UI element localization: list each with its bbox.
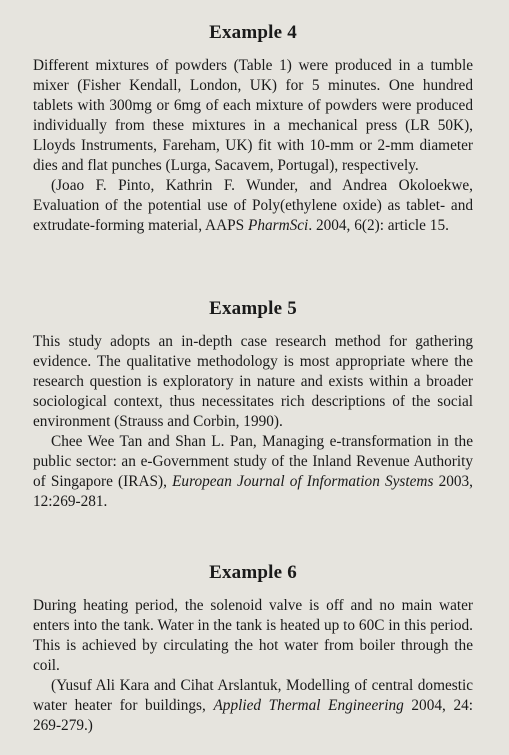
example-5-section xyxy=(33,298,473,512)
example-6-citation-pre: (Yusuf Ali Kara and Cihat Arslantuk, Modelling of central domestic water heater for buildings, xyxy=(33,677,473,714)
example-5-title: Example 5 xyxy=(209,298,297,319)
example-5-citation-post: 2003, 12:269-281. xyxy=(33,473,474,510)
example-6-citation-journal: Applied Thermal Engineering xyxy=(213,697,404,714)
example-4-title: Example 4 xyxy=(209,22,297,43)
example-4-body: Different mixtures of powders (Table 1) were produced in a tumble mixer (Fisher Kendall, London, UK) for 5 minutes. One hundred tablets with 300mg or 6mg of each mixture of powders were produced individually from these mixtures in a mechanical press (LR 50K), Lloyds Instruments, Fareham, UK) fit with 10-mm or 2-mm diameter dies and flat punches (Lurga, Sacavem, Portugal), respectively. xyxy=(33,57,473,174)
example-6-body: During heating period, the solenoid valve is off and no main water enters into the tank. Water in the tank is heated up to 60C in this period. This is achieved by circulating the hot water from boiler through the coil. xyxy=(33,597,473,674)
example-6-citation-post: 2004, 24: 269-279.) xyxy=(33,697,473,734)
example-4-citation-post: . 2004, 6(2): article 15. xyxy=(308,217,449,234)
example-5-body: This study adopts an in-depth case research method for gathering evidence. The qualitative methodology is most appropriate where the research question is exploratory in nature and exists within a broader sociological context, thus necessitates rich descriptions of the social environment (Strauss and Corbin, 1990). xyxy=(33,333,473,430)
example-5-citation xyxy=(33,432,473,512)
example-4-citation-pre: (Joao F. Pinto, Kathrin F. Wunder, and Andrea Okoloekwe, Evaluation of the potential use of Poly(ethylene oxide) as tablet- and extrudate-forming material, AAPS xyxy=(33,177,473,234)
example-6-title: Example 6 xyxy=(209,562,297,583)
example-4-citation-journal: PharmSci xyxy=(247,217,309,234)
example-5-citation-pre: Chee Wee Tan and Shan L. Pan, Managing e-transformation in the public sector: an e-Government study of the Inland Revenue Authority of Singapore (IRAS), xyxy=(33,433,473,490)
example-6-citation xyxy=(33,676,473,736)
example-4-citation xyxy=(33,176,473,236)
example-4-section xyxy=(33,22,473,236)
example-5-citation-journal: European Journal of Information Systems xyxy=(172,473,434,490)
example-6-section xyxy=(33,562,473,736)
